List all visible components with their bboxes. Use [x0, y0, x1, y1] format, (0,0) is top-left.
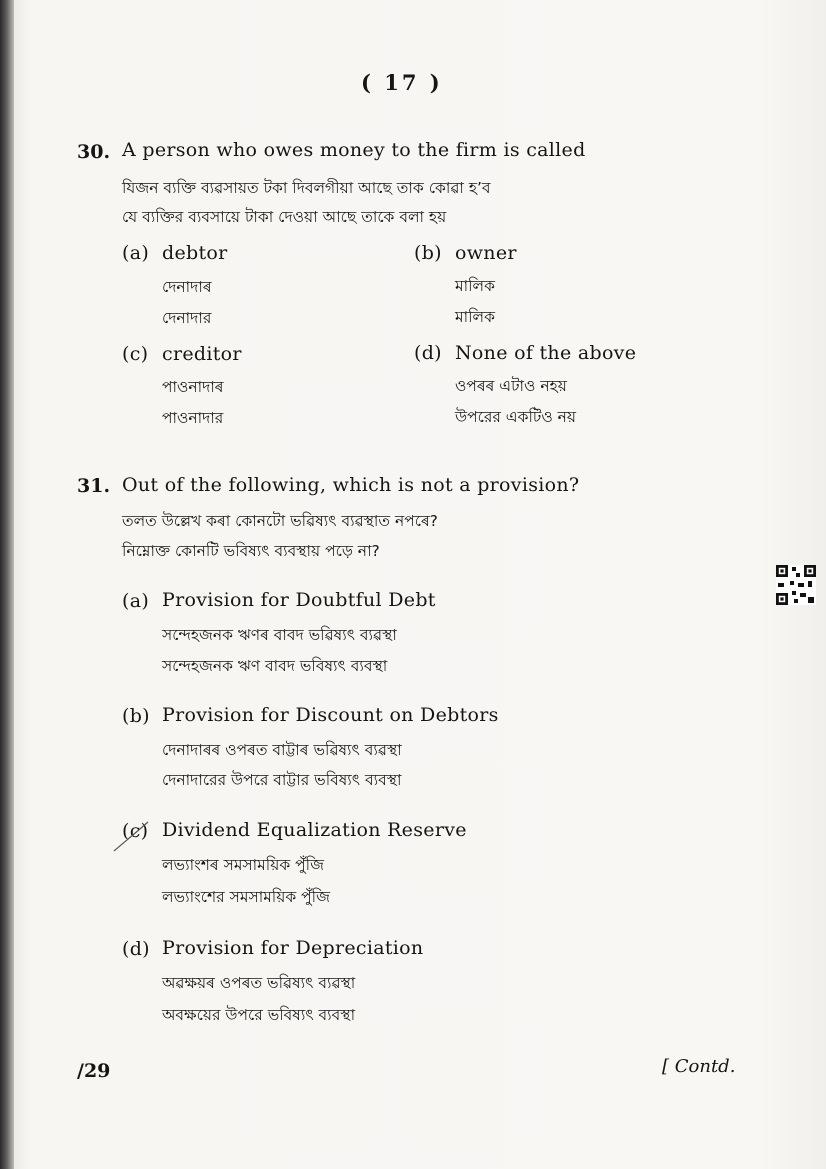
q30-option-d-label: (d): [414, 342, 442, 364]
q31-option-a-english: Provision for Doubtful Debt: [162, 589, 436, 611]
q31-option-d-assamese: অৱক্ষয়ৰ ওপৰত ভৱিষ্যৎ ব্যৱস্থা: [162, 974, 356, 992]
q30-option-d-assamese: ওপৰৰ এটাও নহয়: [455, 377, 567, 395]
page-number: ( 17 ): [361, 70, 443, 95]
footer-code: /29: [77, 1060, 111, 1082]
q30-option-c-label: (c): [122, 343, 149, 365]
q30-option-a-english: debtor: [162, 242, 228, 264]
q30-option-b-assamese: মালিক: [455, 277, 495, 295]
q31-option-c-bengali: লভ্যাংশের সমসাময়িক পুঁজি: [162, 888, 330, 906]
question-31-text-bengali: নিম্নোক্ত কোনটি ভবিষ্যৎ ব্যবস্থায় পড়ে না?: [122, 542, 380, 560]
question-30-text-assamese: যিজন ব্যক্তি ব্যৱসায়ত টকা দিবলগীয়া আছে তাক কোৱা হ’ব: [122, 179, 491, 197]
question-31-text-assamese: তলত উল্লেখ কৰা কোনটো ভৱিষ্যৎ ব্যৱস্থাত নপৰে?: [122, 512, 438, 530]
q31-option-d-bengali: অবক্ষয়ের উপরে ভবিষ্যৎ ব্যবস্থা: [162, 1006, 356, 1024]
q31-option-c-assamese: লভ্যাংশৰ সমসাময়িক পুঁজি: [162, 856, 324, 874]
q31-option-d-english: Provision for Depreciation: [162, 937, 424, 959]
question-31-text-english: Out of the following, which is not a provision?: [122, 474, 580, 496]
q31-option-b-label: (b): [122, 705, 150, 727]
q31-option-b-bengali: দেনাদারের উপরে বাট্টার ভবিষ্যৎ ব্যবস্থা: [162, 771, 402, 789]
q30-option-c-bengali: পাওনাদার: [162, 409, 224, 427]
q30-option-b-english: owner: [455, 242, 517, 264]
question-30-text-bengali: যে ব্যক্তির ব্যবসায়ে টাকা দেওয়া আছে তাকে বলা হয়: [122, 208, 447, 226]
q30-option-b-bengali: মালিক: [455, 308, 495, 326]
q30-option-a-label: (a): [122, 242, 150, 264]
q30-option-c-english: creditor: [162, 343, 242, 365]
q30-option-a-assamese: দেনাদাৰ: [162, 278, 212, 296]
page-spine-shadow: [0, 0, 14, 1169]
q31-option-b-assamese: দেনাদাৰৰ ওপৰত বাট্টাৰ ভৱিষ্যৎ ব্যৱস্থা: [162, 741, 402, 759]
q30-option-a-bengali: দেনাদার: [162, 309, 212, 327]
footer-contd: [ Contd.: [662, 1056, 736, 1077]
q31-option-d-label: (d): [122, 938, 150, 960]
question-30-text-english: A person who owes money to the firm is called: [122, 139, 586, 161]
q31-option-a-label: (a): [122, 590, 150, 612]
q30-option-c-assamese: পাওনাদাৰ: [162, 378, 224, 396]
pencil-tick-mark: [112, 818, 152, 854]
question-30-number: 30.: [77, 141, 111, 163]
question-31-number: 31.: [77, 475, 111, 497]
q31-option-c-label: (c): [122, 820, 149, 842]
q31-option-a-bengali: সন্দেহজনক ঋণ বাবদ ভবিষ্যৎ ব্যবস্থা: [162, 657, 388, 675]
q31-option-c-english: Dividend Equalization Reserve: [162, 819, 467, 841]
q31-option-a-assamese: সন্দেহজনক ঋণৰ বাবদ ভৱিষ্যৎ ব্যৱস্থা: [162, 626, 397, 644]
qr-code-icon: [776, 565, 816, 605]
q30-option-b-label: (b): [414, 242, 442, 264]
q30-option-d-bengali: উপরের একটিও নয়: [455, 408, 577, 426]
q30-option-d-english: None of the above: [455, 342, 637, 364]
q31-option-b-english: Provision for Discount on Debtors: [162, 704, 499, 726]
